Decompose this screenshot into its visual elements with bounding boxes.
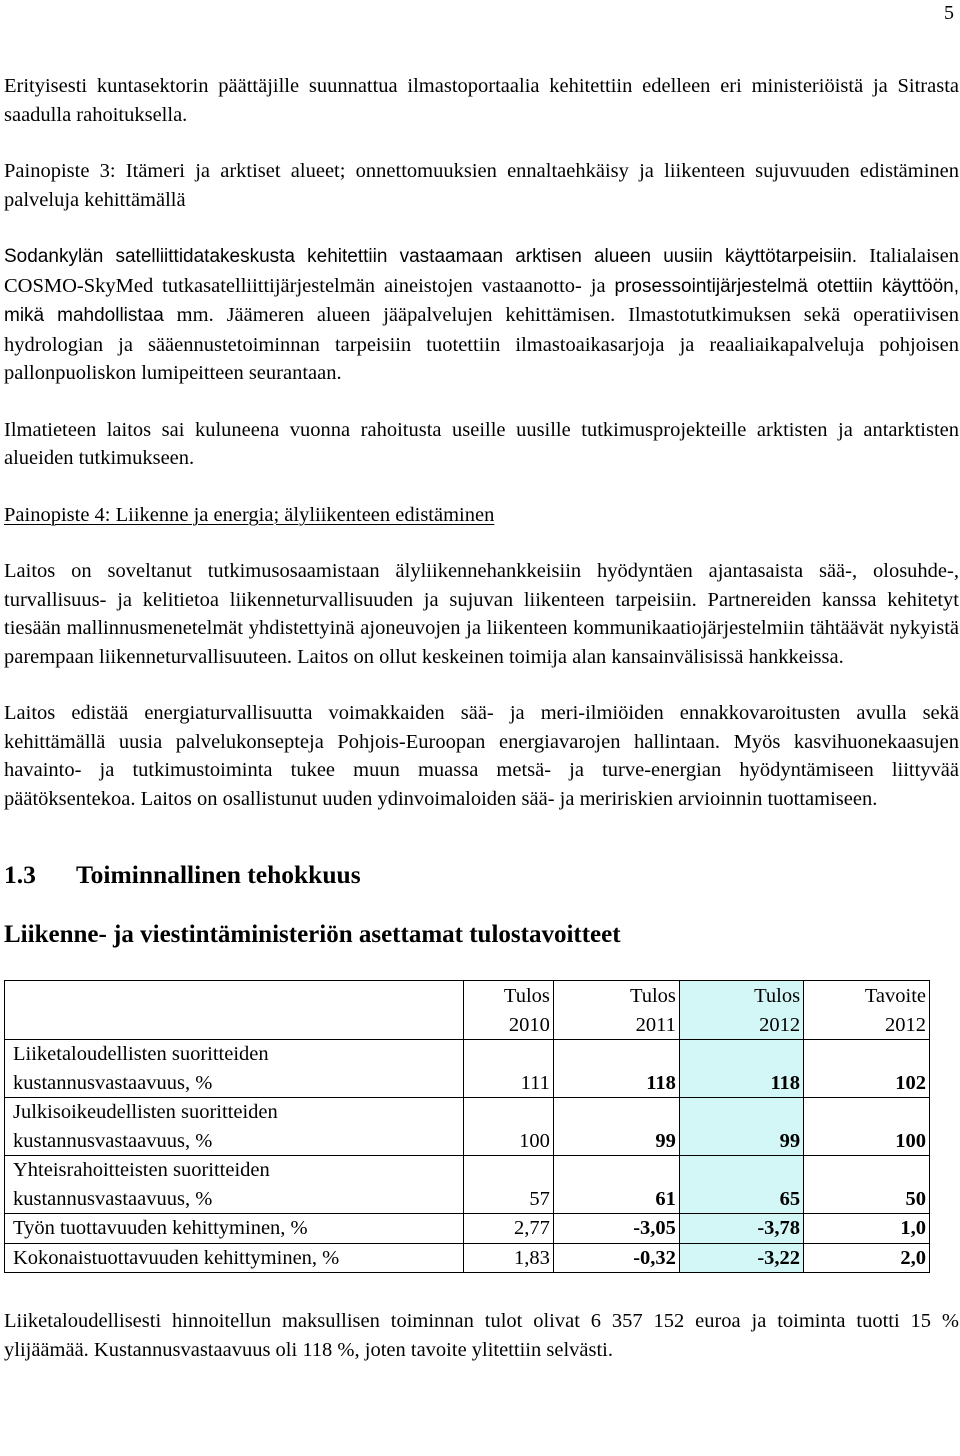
cell-2011: 99 xyxy=(553,1098,679,1156)
cell-target: 2,0 xyxy=(804,1243,930,1273)
section-title: Toiminnallinen tehokkuus xyxy=(76,860,361,889)
cell-2011: 118 xyxy=(553,1040,679,1098)
cell-2012: -3,22 xyxy=(679,1243,803,1273)
results-subheading: Liikenne- ja viestintäministeriön asettamat tulostavoitteet xyxy=(4,921,621,948)
header-empty-cell xyxy=(5,981,464,1040)
header-tulos-2012: Tulos 2012 xyxy=(679,981,803,1040)
table-row xyxy=(5,1243,930,1273)
header-tulos-2011: Tulos 2011 xyxy=(553,981,679,1040)
cell-2011: -3,05 xyxy=(553,1214,679,1244)
row-label: Liiketaloudellisten suoritteiden kustannusvastaavuus, % xyxy=(5,1040,464,1098)
table-header-row xyxy=(5,981,930,1040)
paragraph-climate-portal: Erityisesti kuntasektorin päättäjille suunnattua ilmastoportaalia kehitettiin edelleen eri ministeriöistä ja Sitrasta saadulla rahoituksella. xyxy=(4,75,959,126)
cell-2010: 57 xyxy=(463,1156,553,1214)
table-row xyxy=(5,1156,930,1214)
cell-2012: 118 xyxy=(679,1040,803,1098)
focus-area-4-heading xyxy=(4,501,959,530)
section-number: 1.3 xyxy=(4,860,36,889)
cosmo-skymed-sentence: Italialaisen COSMO-SkyMed tutkasatelliittijärjestelmän aineistojen vastaanotto- ja xyxy=(4,245,959,297)
processing-system-text: prosessointijärjestelmä otettiin käyttöön, mikä mahdollistaa xyxy=(4,275,959,326)
cell-target: 100 xyxy=(804,1098,930,1156)
paragraph-arctic-funding: Ilmatieteen laitos sai kuluneena vuonna rahoitusta useille uusille tutkimusprojekteille arktisten ja antarktisten alueiden tutkimukseen. xyxy=(4,418,959,469)
cell-2011: 61 xyxy=(553,1156,679,1214)
table-row xyxy=(5,1214,930,1244)
row-label: Kokonaistuottavuuden kehittyminen, % xyxy=(5,1243,464,1273)
cell-target: 50 xyxy=(804,1156,930,1214)
document-body xyxy=(4,72,959,1364)
cell-2012: 65 xyxy=(679,1156,803,1214)
results-table xyxy=(4,980,930,1273)
cell-2010: 1,83 xyxy=(463,1243,553,1273)
paragraph-revenue-summary: Liiketaloudellisesti hinnoitellun maksullisen toiminnan tulot olivat 6 357 152 euroa ja toiminta tuotti 15 % ylijäämää. Kustannusvastaavuus oli 118 %, joten tavoite ylitettiin selvästi. xyxy=(4,1310,959,1361)
cell-2010: 111 xyxy=(463,1040,553,1098)
cell-2010: 2,77 xyxy=(463,1214,553,1244)
focus-area-4-title: Painopiste 4: Liikenne ja energia; älyliikenteen edistäminen xyxy=(4,503,495,526)
paragraph-intelligent-traffic: Laitos on soveltanut tutkimusosaamistaan älyliikennehankkeisiin hyödyntäen ajantasaista sää-, olosuhde-, turvallisuus- ja kelitietoa liikenneturvallisuuden ja sujuvan liikenteen tarpeisiin. Partnereiden kanssa kehitetyt tiesään mallinnusmenetelmät yhdistettyinä ajoneuvojen ja liikenteen kommunikaatiojärjestelmiin tähtäävät nykyistä parempaan liikenneturvallisuuteen. Laitos on ollut keskeinen toimija alan kansainvälisissä hankkeissa. xyxy=(4,560,959,668)
cell-2011: -0,32 xyxy=(553,1243,679,1273)
climate-research-text: mm. Jäämeren alueen jääpalvelujen kehittämisen. Ilmastotutkimuksen sekä operatiivisen hydrologian ja sääennustetoiminnan tarpeisiin tuotettiin ilmastoaikasarjoja ja reaaliaikapalveluja pohjoisen pallonpuoliskon lumipeitteen seurantaan. xyxy=(4,304,959,384)
focus-area-3-heading: Painopiste 3: Itämeri ja arktiset alueet; onnettomuuksien ennaltaehkäisy ja liikenteen sujuvuuden edistäminen palveluja kehittämällä xyxy=(4,160,959,211)
cell-2012: 99 xyxy=(679,1098,803,1156)
cell-2010: 100 xyxy=(463,1098,553,1156)
paragraph-energy-security: Laitos edistää energiaturvallisuutta voimakkaiden sää- ja meri-ilmiöiden ennakkovaroitusten avulla sekä kehittämällä uusia palvelukonsepteja Pohjois-Euroopan energiavarojen hallintaan. Myös kasvihuonekaasujen havainto- ja tutkimustoiminta tukee muun muassa metsä- ja turve-energian hyödyntämiseen liittyvää päätöksentekoa. Laitos on osallistunut uuden ydinvoimaloiden sää- ja meririskien arvioinnin tuottamiseen. xyxy=(4,702,959,810)
row-label: Yhteisrahoitteisten suoritteiden kustannusvastaavuus, % xyxy=(5,1156,464,1214)
sodankyla-sentence: Sodankylän satelliittidatakeskusta kehitettiin vastaamaan arktisen alueen uusiin käyttötarpeisiin. xyxy=(4,246,858,267)
header-tavoite-2012: Tavoite 2012 xyxy=(804,981,930,1040)
paragraph-sodankyla xyxy=(4,242,959,388)
row-label: Työn tuottavuuden kehittyminen, % xyxy=(5,1214,464,1244)
cell-target: 102 xyxy=(804,1040,930,1098)
page-number: 5 xyxy=(944,2,954,24)
section-heading xyxy=(4,859,959,891)
table-row xyxy=(5,1098,930,1156)
header-tulos-2010: Tulos 2010 xyxy=(463,981,553,1040)
table-row xyxy=(5,1040,930,1098)
cell-target: 1,0 xyxy=(804,1214,930,1244)
cell-2012: -3,78 xyxy=(679,1214,803,1244)
row-label: Julkisoikeudellisten suoritteiden kustannusvastaavuus, % xyxy=(5,1098,464,1156)
